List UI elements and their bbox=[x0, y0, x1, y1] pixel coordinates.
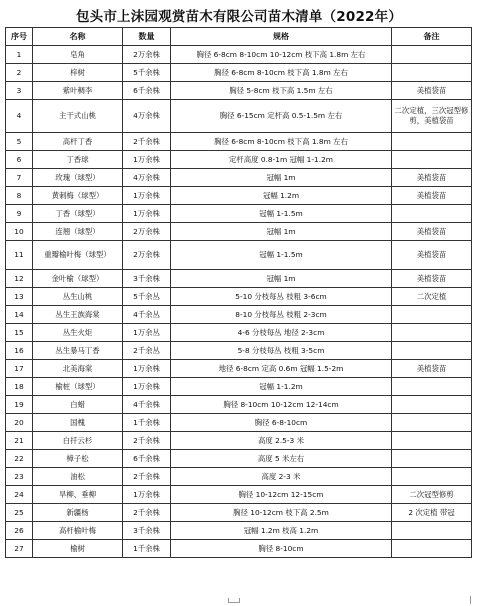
spec: 冠幅 1m bbox=[171, 169, 392, 187]
quantity: 1万余株 bbox=[123, 187, 171, 205]
quantity: 6千余株 bbox=[123, 82, 171, 100]
row-index: 17 bbox=[6, 360, 33, 378]
row-index: 18 bbox=[6, 378, 33, 396]
row-index: 21 bbox=[6, 432, 33, 450]
nursery-stock-table bbox=[5, 27, 472, 558]
quantity: 2万余株 bbox=[123, 46, 171, 64]
table-row bbox=[6, 223, 472, 241]
quantity: 2千余株 bbox=[123, 133, 171, 151]
plant-name: 丛生火炬 bbox=[33, 324, 123, 342]
table-row bbox=[6, 468, 472, 486]
row-index: 23 bbox=[6, 468, 33, 486]
quantity: 3千余株 bbox=[123, 270, 171, 288]
table-row bbox=[6, 205, 472, 223]
quantity: 5千余株 bbox=[123, 64, 171, 82]
header-spec: 规格 bbox=[171, 28, 392, 46]
quantity: 1千余株 bbox=[123, 414, 171, 432]
table-row bbox=[6, 360, 472, 378]
row-index: 4 bbox=[6, 100, 33, 133]
quantity: 2万余株 bbox=[123, 241, 171, 270]
row-index: 19 bbox=[6, 396, 33, 414]
spec: 5-8 分枝每丛 枝粗 3-5cm bbox=[171, 342, 392, 360]
table-row bbox=[6, 414, 472, 432]
note bbox=[392, 468, 472, 486]
document-title: 包头市上沫园观赏苗木有限公司苗木清单（2022年） bbox=[75, 9, 403, 25]
plant-name: 金叶榆（球型） bbox=[33, 270, 123, 288]
quantity: 1万余株 bbox=[123, 360, 171, 378]
plant-name: 皂角 bbox=[33, 46, 123, 64]
row-index: 15 bbox=[6, 324, 33, 342]
plant-name: 旱柳、垂柳 bbox=[33, 486, 123, 504]
spec: 胸径 6-8cm 8-10cm 10-12cm 枝下高 1.8m 左右 bbox=[171, 46, 392, 64]
table-row bbox=[6, 540, 472, 558]
spec: 4-6 分枝每丛 地径 2-3cm bbox=[171, 324, 392, 342]
table-row bbox=[6, 522, 472, 540]
spec: 冠幅 1-1.5m bbox=[171, 205, 392, 223]
plant-name: 玫瑰（球型） bbox=[33, 169, 123, 187]
note bbox=[392, 205, 472, 223]
table-row bbox=[6, 288, 472, 306]
row-index: 11 bbox=[6, 241, 33, 270]
row-index: 24 bbox=[6, 486, 33, 504]
quantity: 1万余株 bbox=[123, 486, 171, 504]
header-note: 备注 bbox=[392, 28, 472, 46]
plant-name: 主干式山桃 bbox=[33, 100, 123, 133]
note bbox=[392, 522, 472, 540]
quantity: 1万余丛 bbox=[123, 324, 171, 342]
row-index: 10 bbox=[6, 223, 33, 241]
row-index: 20 bbox=[6, 414, 33, 432]
note bbox=[392, 324, 472, 342]
table-row bbox=[6, 450, 472, 468]
table-row bbox=[6, 100, 472, 133]
plant-name: 榆树 bbox=[33, 540, 123, 558]
quantity: 3千余株 bbox=[123, 522, 171, 540]
plant-name: 梓树 bbox=[33, 64, 123, 82]
table-row bbox=[6, 187, 472, 205]
note bbox=[392, 450, 472, 468]
page-break-marker bbox=[228, 598, 240, 603]
row-index: 12 bbox=[6, 270, 33, 288]
note: 美植袋苗 bbox=[392, 270, 472, 288]
note: 美植袋苗 bbox=[392, 223, 472, 241]
spec: 冠幅 1m bbox=[171, 270, 392, 288]
note bbox=[392, 414, 472, 432]
plant-name: 丁香（球型） bbox=[33, 205, 123, 223]
row-index: 25 bbox=[6, 504, 33, 522]
plant-name: 重瓣榆叶梅（球型） bbox=[33, 241, 123, 270]
spec: 高度 2.5-3 米 bbox=[171, 432, 392, 450]
quantity: 1万余株 bbox=[123, 378, 171, 396]
plant-name: 白蜡 bbox=[33, 396, 123, 414]
quantity: 6千余株 bbox=[123, 450, 171, 468]
table-row bbox=[6, 378, 472, 396]
page-edge-tick bbox=[470, 596, 471, 604]
spec: 冠幅 1.2m bbox=[171, 187, 392, 205]
plant-name: 紫叶稠李 bbox=[33, 82, 123, 100]
table-header-row bbox=[6, 28, 472, 46]
spec: 胸径 6-8cm 8-10cm 枝下高 1.8m 左右 bbox=[171, 64, 392, 82]
note bbox=[392, 396, 472, 414]
note bbox=[392, 133, 472, 151]
spec: 胸径 8-10cm bbox=[171, 540, 392, 558]
spec: 高度 5 米左右 bbox=[171, 450, 392, 468]
spec: 胸径 6-8-10cm bbox=[171, 414, 392, 432]
table-row bbox=[6, 324, 472, 342]
quantity: 1万余株 bbox=[123, 205, 171, 223]
plant-name: 油松 bbox=[33, 468, 123, 486]
note bbox=[392, 540, 472, 558]
quantity: 2千余丛 bbox=[123, 342, 171, 360]
plant-name: 榆桩（球型） bbox=[33, 378, 123, 396]
spec: 5-10 分枝每丛 枝粗 3-6cm bbox=[171, 288, 392, 306]
row-index: 9 bbox=[6, 205, 33, 223]
table-row bbox=[6, 504, 472, 522]
row-index: 7 bbox=[6, 169, 33, 187]
spec: 冠幅 1m bbox=[171, 223, 392, 241]
plant-name: 国槐 bbox=[33, 414, 123, 432]
row-index: 14 bbox=[6, 306, 33, 324]
quantity: 1千余株 bbox=[123, 540, 171, 558]
note: 美植袋苗 bbox=[392, 360, 472, 378]
spec: 胸径 5-8cm 枝下高 1.5m 左右 bbox=[171, 82, 392, 100]
quantity: 5千余丛 bbox=[123, 288, 171, 306]
note: 美植袋苗 bbox=[392, 82, 472, 100]
row-index: 2 bbox=[6, 64, 33, 82]
plant-name: 新疆杨 bbox=[33, 504, 123, 522]
note bbox=[392, 306, 472, 324]
quantity: 4万余株 bbox=[123, 169, 171, 187]
spec: 胸径 6-15cm 定杆高 0.5-1.5m 左右 bbox=[171, 100, 392, 133]
plant-name: 丁香球 bbox=[33, 151, 123, 169]
spec: 胸径 10-12cm 枝下高 2.5m bbox=[171, 504, 392, 522]
row-index: 16 bbox=[6, 342, 33, 360]
row-index: 13 bbox=[6, 288, 33, 306]
row-index: 1 bbox=[6, 46, 33, 64]
plant-name: 丛生王族海棠 bbox=[33, 306, 123, 324]
note bbox=[392, 46, 472, 64]
note: 二次定植 bbox=[392, 288, 472, 306]
spec: 冠幅 1-1.2m bbox=[171, 378, 392, 396]
table-row bbox=[6, 396, 472, 414]
quantity: 4万余株 bbox=[123, 100, 171, 133]
spec: 定杆高度 0.8-1m 冠幅 1-1.2m bbox=[171, 151, 392, 169]
table-row bbox=[6, 486, 472, 504]
note bbox=[392, 64, 472, 82]
quantity: 4千余丛 bbox=[123, 306, 171, 324]
row-index: 22 bbox=[6, 450, 33, 468]
row-index: 8 bbox=[6, 187, 33, 205]
note bbox=[392, 432, 472, 450]
spec: 冠幅 1-1.5m bbox=[171, 241, 392, 270]
table-row bbox=[6, 241, 472, 270]
note: 美植袋苗 bbox=[392, 187, 472, 205]
table-row bbox=[6, 82, 472, 100]
note: 二次冠型修剪 bbox=[392, 486, 472, 504]
row-index: 27 bbox=[6, 540, 33, 558]
row-index: 26 bbox=[6, 522, 33, 540]
header-name: 名称 bbox=[33, 28, 123, 46]
note: 二次定植，三次冠型修剪，美植袋苗 bbox=[392, 100, 472, 133]
plant-name: 高杆丁香 bbox=[33, 133, 123, 151]
spec: 胸径 10-12cm 12-15cm bbox=[171, 486, 392, 504]
spec: 胸径 8-10cm 10-12cm 12-14cm bbox=[171, 396, 392, 414]
table-row bbox=[6, 133, 472, 151]
row-index: 6 bbox=[6, 151, 33, 169]
quantity: 1万余株 bbox=[123, 151, 171, 169]
spec: 8-10 分枝每丛 枝粗 2-3cm bbox=[171, 306, 392, 324]
table-row bbox=[6, 46, 472, 64]
spec: 地径 6-8cm 定高 0.6m 冠幅 1.5-2m bbox=[171, 360, 392, 378]
header-quantity: 数量 bbox=[123, 28, 171, 46]
quantity: 4千余株 bbox=[123, 396, 171, 414]
spec: 高度 2-3 米 bbox=[171, 468, 392, 486]
table-row bbox=[6, 270, 472, 288]
table-row bbox=[6, 432, 472, 450]
plant-name: 樟子松 bbox=[33, 450, 123, 468]
plant-name: 丛生暴马丁香 bbox=[33, 342, 123, 360]
note bbox=[392, 342, 472, 360]
plant-name: 高杆榆叶梅 bbox=[33, 522, 123, 540]
plant-name: 白扦云杉 bbox=[33, 432, 123, 450]
row-index: 5 bbox=[6, 133, 33, 151]
note: 2 次定植 带冠 bbox=[392, 504, 472, 522]
quantity: 2万余株 bbox=[123, 223, 171, 241]
quantity: 2千余株 bbox=[123, 432, 171, 450]
spec: 胸径 6-8cm 8-10cm 枝下高 1.8m 左右 bbox=[171, 133, 392, 151]
table-row bbox=[6, 64, 472, 82]
table-row bbox=[6, 306, 472, 324]
quantity: 2千余株 bbox=[123, 504, 171, 522]
table-row bbox=[6, 342, 472, 360]
quantity: 2千余株 bbox=[123, 468, 171, 486]
table-row bbox=[6, 151, 472, 169]
note bbox=[392, 151, 472, 169]
plant-name: 丛生山桃 bbox=[33, 288, 123, 306]
spec: 冠幅 1.2m 枝高 1.2m bbox=[171, 522, 392, 540]
row-index: 3 bbox=[6, 82, 33, 100]
plant-name: 北美海棠 bbox=[33, 360, 123, 378]
header-index: 序号 bbox=[6, 28, 33, 46]
table-row bbox=[6, 169, 472, 187]
note bbox=[392, 378, 472, 396]
plant-name: 黄刺梅（球型） bbox=[33, 187, 123, 205]
note: 美植袋苗 bbox=[392, 169, 472, 187]
plant-name: 连翘（球型） bbox=[33, 223, 123, 241]
note: 美植袋苗 bbox=[392, 241, 472, 270]
